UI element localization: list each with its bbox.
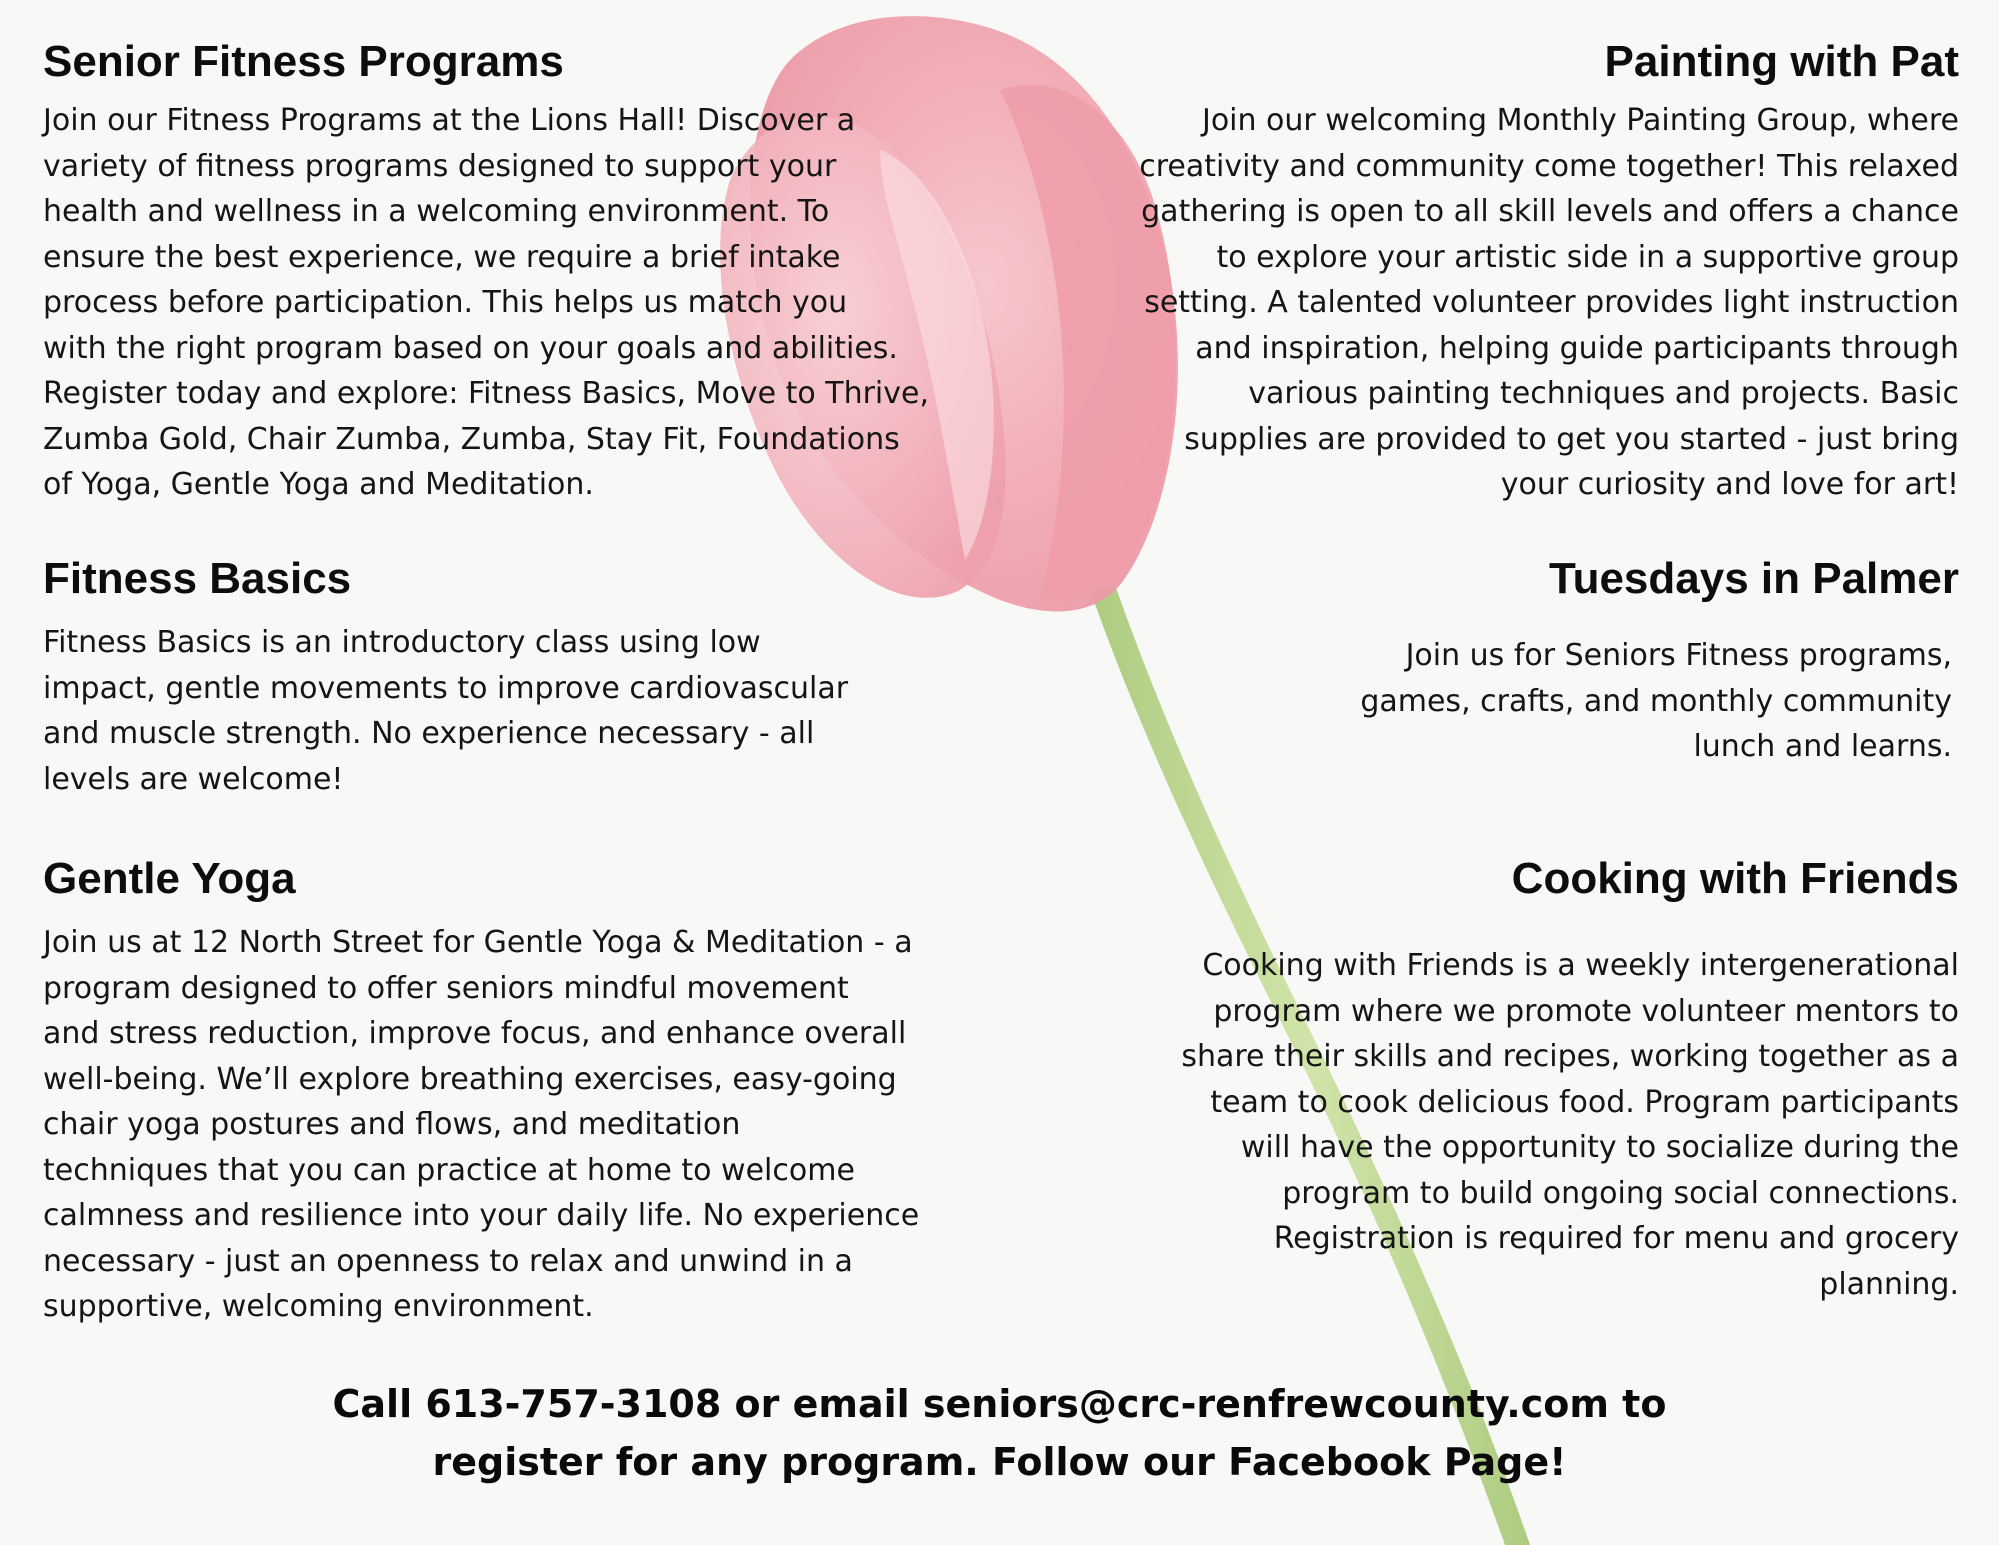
- gentle-yoga-section: [43, 853, 919, 1330]
- senior-fitness-title: Senior Fitness Programs: [43, 37, 564, 86]
- cooking-with-friends-body: Cooking with Friends is a weekly intergenerational program where we promote volunteer mentors to share their skills and recipes, working together as a team to cook delicious food. Program participants will have the opportunity to socialize during the program to build ongoing social connections. Registration is required for menu and grocery planning.: [1181, 948, 1959, 1302]
- painting-with-pat-section: [1139, 36, 1959, 508]
- fitness-basics-body: Fitness Basics is an introductory class using low impact, gentle movements to improve cardiovascular and muscle strength. No experience necessary - all levels are welcome!: [43, 625, 849, 797]
- fitness-basics-section: [43, 553, 848, 802]
- senior-fitness-body: Join our Fitness Programs at the Lions Hall! Discover a variety of fitness programs designed to support your health and wellness in a welcoming environment. To ensure the best experience, we require a brief intake process before participation. This helps us match you with the right program based on your goals and abilities. Register today and explore: Fitness Basics, Move to Thrive, Zumba Gold, Chair Zumba, Zumba, Stay Fit, Foundations of Yoga, Gentle Yoga and Meditation.: [43, 103, 930, 502]
- cooking-with-friends-title: Cooking with Friends: [1511, 854, 1959, 903]
- gentle-yoga-body: Join us at 12 North Street for Gentle Yoga & Meditation - a program designed to offer seniors mindful movement and stress reduction, improve focus, and enhance overall well-being. We’ll explore breathing exercises, easy-going chair yoga postures and flows, and meditation techniques that you can practice at home to welcome calmness and resilience into your daily life. No experience necessary - just an openness to relax and unwind in a supportive, welcoming environment.: [43, 925, 920, 1324]
- tuesdays-in-palmer-section: [1360, 553, 1959, 770]
- cooking-with-friends-section: [1181, 853, 1959, 1307]
- tuesdays-in-palmer-title: Tuesdays in Palmer: [1548, 554, 1959, 603]
- painting-with-pat-body: Join our welcoming Monthly Painting Group, where creativity and community come together! This relaxed gathering is open to all skill levels and offers a chance to explore your artistic side in a supportive group setting. A talented volunteer provides light instruction and inspiration, helping guide participants through various painting techniques and projects. Basic supplies are provided to get you started - just bring your curiosity and love for art!: [1139, 103, 1959, 502]
- fitness-basics-title: Fitness Basics: [43, 554, 352, 603]
- gentle-yoga-title: Gentle Yoga: [43, 854, 296, 903]
- tuesdays-in-palmer-body: Join us for Seniors Fitness programs, games, crafts, and monthly community lunch and learns.: [1360, 638, 1952, 764]
- painting-with-pat-title: Painting with Pat: [1604, 37, 1959, 86]
- senior-fitness-section: [43, 36, 929, 508]
- registration-footer: Call 613-757-3108 or email seniors@crc-renfrewcounty.com to register for any program. Follow our Facebook Page!: [332, 1382, 1667, 1484]
